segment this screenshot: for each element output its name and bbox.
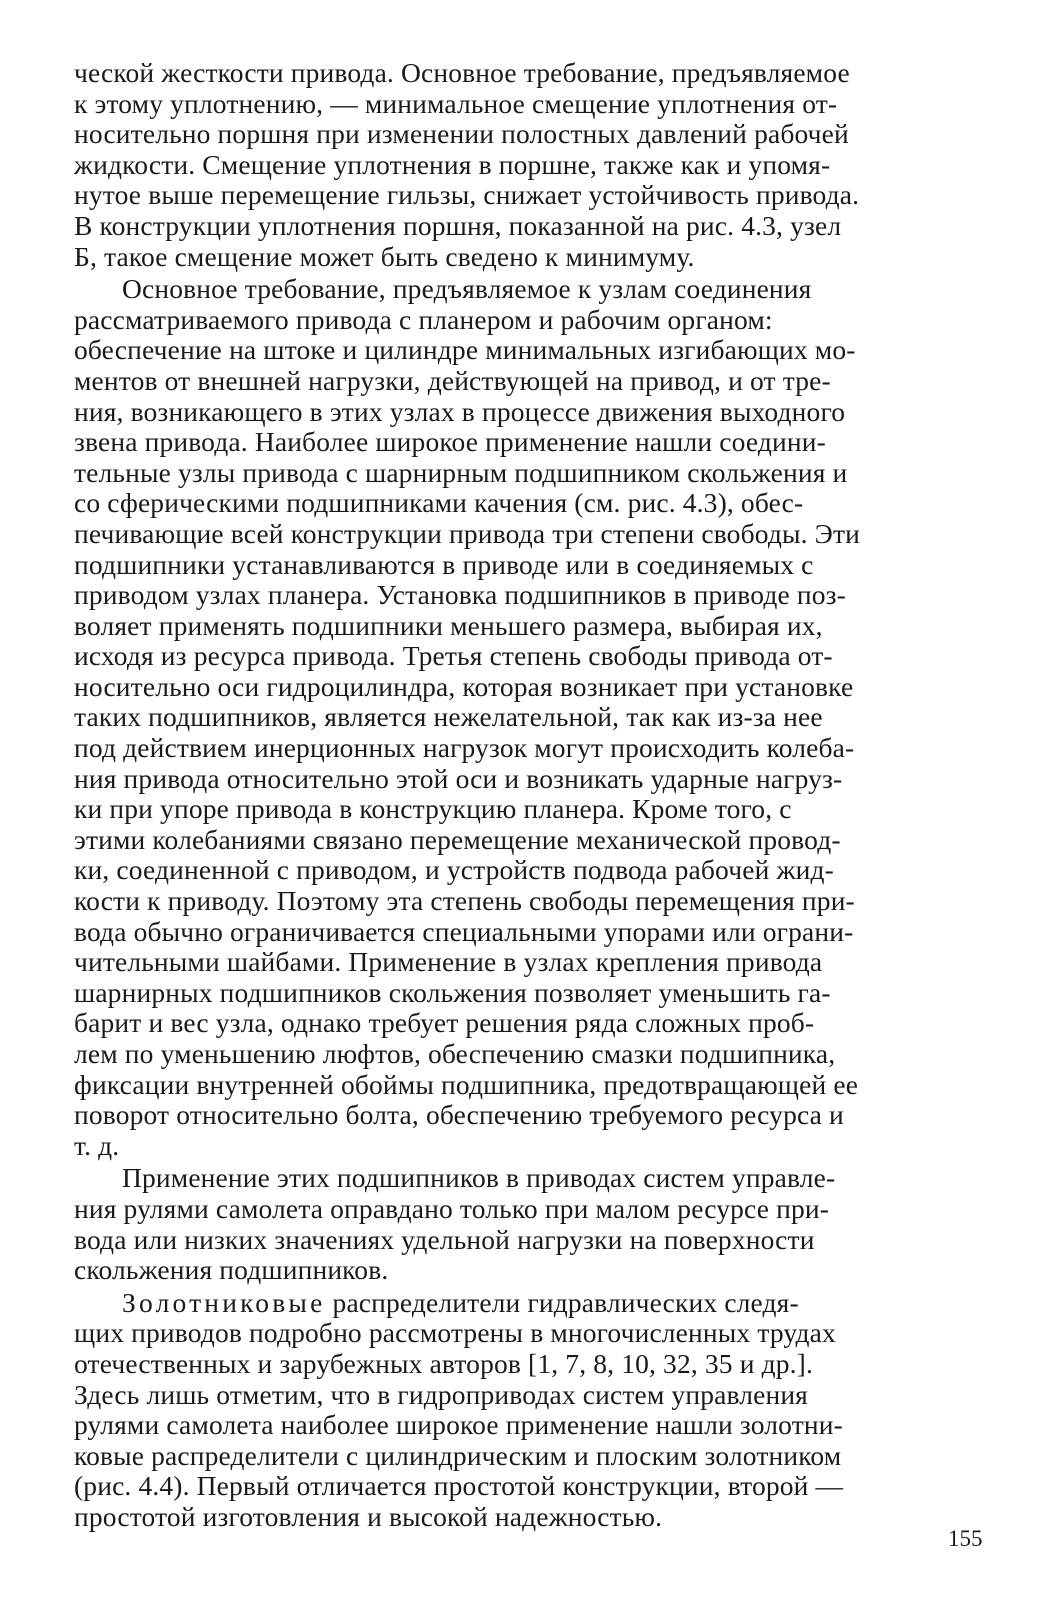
text-line: тельные узлы привода с шарнирным подшипником скольжения и	[74, 456, 848, 488]
text-line: отечественных и зарубежных авторов [1, 7, 8, 10, 32, 35 и др.].	[74, 1347, 814, 1379]
text-line: нутое выше перемещение гильзы, снижает устойчивость привода.	[74, 179, 860, 211]
text-line: кости к приводу. Поэтому эта степень свободы перемещения при-	[74, 885, 855, 917]
text-line: шарнирных подшипников скольжения позволяет уменьшить га-	[74, 976, 831, 1008]
text-line: исходя из ресурса привода. Третья степень свободы привода от-	[74, 640, 833, 672]
paragraph-1	[74, 58, 982, 272]
text-line: чительными шайбами. Применение в узлах крепления привода	[74, 946, 823, 978]
text-line: этими колебаниями связано перемещение механической провод-	[74, 823, 841, 855]
text-line	[74, 1288, 982, 1319]
text-line: рассматриваемого привода с планером и рабочим органом:	[74, 303, 773, 335]
text-line: (рис. 4.4). Первый отличается простотой конструкции, второй —	[74, 1470, 844, 1502]
text-line: Основное требование, предъявляемое к узлам соединения	[122, 273, 812, 305]
text-line: носительно оси гидроцилиндра, которая возникает при установке	[74, 670, 854, 702]
text-line: простотой изготовления и высокой надежностью.	[74, 1500, 663, 1532]
text-line: ки, соединенной с приводом, и устройств подвода рабочей жид-	[74, 854, 834, 886]
paragraph-4	[74, 1288, 982, 1533]
text-line: жидкости. Смещение уплотнения в поршне, также как и упомя-	[74, 148, 831, 180]
text-line: вода обычно ограничивается специальными упорами или ограни-	[74, 915, 854, 947]
text-line: скольжения подшипников.	[74, 1254, 389, 1286]
text-line: вода или низких значениях удельной нагрузки на поверхности	[74, 1223, 815, 1255]
text-line: Б, такое смещение может быть сведено к минимуму.	[74, 240, 695, 272]
text-line: таких подшипников, является нежелательной, так как из-за нее	[74, 701, 823, 733]
page-body	[74, 58, 982, 1533]
paragraph-2	[74, 274, 982, 1161]
text-line: ния привода относительно этой оси и возникать ударные нагруз-	[74, 762, 843, 794]
page-number: 155	[948, 1526, 983, 1551]
text-line: ния рулями самолета оправдано только при малом ресурсе при-	[74, 1192, 830, 1224]
text-line: т. д.	[74, 1129, 120, 1161]
text-line: печивающие всей конструкции привода три степени свободы. Эти	[74, 517, 860, 549]
paragraph-3	[74, 1163, 982, 1285]
text-line: лем по уменьшению люфтов, обеспечению смазки подшипника,	[74, 1038, 836, 1069]
text-line: носительно поршня при изменении полостных давлений рабочей	[74, 118, 849, 150]
text-fragment: распределители гидравлических следя-	[325, 1286, 799, 1318]
text-line: обеспечение на штоке и цилиндре минимальных изгибающих мо-	[74, 334, 856, 366]
text-line: рулями самолета наиболее широкое применение нашли золотни-	[74, 1409, 843, 1441]
text-line: ческой жесткости привода. Основное требование, предъявляемое	[74, 57, 850, 88]
text-line: ковые распределители с цилиндрическим и плоским золотником	[74, 1439, 842, 1471]
text-line: к этому уплотнению, — минимальное смещение уплотнения от-	[74, 87, 838, 119]
text-line: со сферическими подшипниками качения (см. рис. 4.3), обес-	[74, 487, 804, 519]
text-line: Здесь лишь отметим, что в гидроприводах систем управления	[74, 1378, 808, 1410]
text-line: воляет применять подшипники меньшего размера, выбирая их,	[74, 609, 823, 641]
spaced-term: Золотниковые	[122, 1286, 326, 1318]
text-line: под действием инерционных нагрузок могут происходить колеба-	[74, 732, 855, 764]
text-line: В конструкции уплотнения поршня, показанной на рис. 4.3, узел	[74, 209, 842, 241]
text-line: Применение этих подшипников в приводах систем управле-	[122, 1162, 836, 1194]
text-line: ния, возникающего в этих узлах в процессе движения выходного	[74, 395, 846, 427]
text-line: подшипники устанавливаются в приводе или в соединяемых с	[74, 548, 814, 580]
text-line: ки при упоре привода в конструкцию планера. Кроме того, с	[74, 793, 792, 825]
text-line: ментов от внешней нагрузки, действующей на привод, и от тре-	[74, 364, 831, 396]
text-line: фиксации внутренней обоймы подшипника, предотвращающей ее	[74, 1068, 859, 1100]
text-line: поворот относительно болта, обеспечению требуемого ресурса и	[74, 1099, 844, 1131]
text-line: барит и вес узла, однако требует решения ряда сложных проб-	[74, 1007, 815, 1039]
text-line: щих приводов подробно рассмотрены в многочисленных трудах	[74, 1317, 836, 1349]
text-line: приводом узлах планера. Установка подшипников в приводе поз-	[74, 579, 846, 611]
text-line: звена привода. Наиболее широкое применение нашли соедини-	[74, 426, 826, 458]
